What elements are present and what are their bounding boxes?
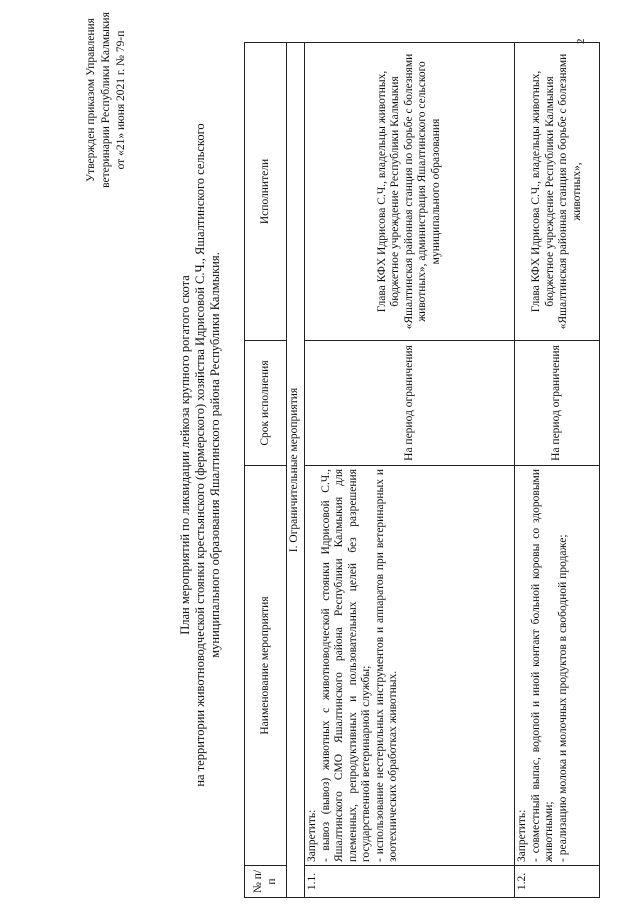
approval-line: ветеринарии Республики Калмыкия: [100, 12, 112, 188]
header-number: № п/п: [245, 866, 287, 898]
row-deadline: На период ограничения: [515, 341, 600, 466]
header-name: Наименование мероприятия: [245, 466, 287, 866]
row-description: [305, 466, 515, 866]
desc-line: Запретить:: [516, 809, 528, 862]
row-deadline: На период ограничения: [305, 341, 515, 466]
title-line: муниципального образования Яшалтинского района Республики Калмыкия.: [208, 252, 222, 658]
row-number: 1.1.: [305, 866, 515, 898]
row-executors: Глава КФХ Идрисова С.Ч., владельцы животных, бюджетное учреждение Республики Калмыкия «Яшалтинская районная станция по борьбе с болезнями животных»,: [515, 43, 600, 341]
title-line: на территории животноводческой стоянки крестьянского (фермерского) хозяйства Идрисовой С.Ч., Яшалтинского сельского: [193, 123, 207, 787]
approval-line: Утвержден приказом Управления: [85, 18, 97, 182]
table-header-row: [245, 43, 287, 898]
header-deadline: Срок исполнения: [245, 341, 287, 466]
measures-table: [244, 42, 600, 898]
desc-line: - совместный выпас, водопой и иной контакт больной коровы со здоровыми животными;: [529, 469, 555, 862]
desc-line: - использование нестерильных инструментов и аппаратов при ветеринарных и зоотехнических обработках животных.: [373, 469, 399, 862]
desc-line: - реализацию молока и молочных продуктов в свободной продаже;: [556, 534, 569, 862]
page-number: 2: [575, 38, 587, 44]
desc-line: Запретить:: [306, 809, 318, 862]
document-title: [178, 45, 223, 865]
row-executors: Глава КФХ Идрисова С.Ч., владельцы животных, бюджетное учреждение Республики Калмыкия «Яшалтинская районная станция по борьбе с болезнями животных», администрация Яшалтинского сельского муниципального образования: [305, 43, 515, 341]
title-line: План мероприятий по ликвидации лейкоза крупного рогатого скота: [178, 275, 192, 635]
row-description: [515, 466, 600, 866]
desc-line: - вывоз (вывоз) животных с животноводческой стоянки Идрисовой С.Ч., Яшалтинского СМО Яшалтинского района Республики Калмыкия для племенных, репродуктивных и пользовательных целей без разрешения государственной ветеринарной службы;: [319, 469, 372, 862]
table-row: [305, 43, 515, 898]
section-row: [287, 43, 305, 898]
row-number: 1.2.: [515, 866, 600, 898]
section-title: I. Ограничительные мероприятия: [287, 43, 305, 898]
approval-stamp: [84, 10, 129, 190]
table-row: [515, 43, 600, 898]
header-executors: Исполнители: [245, 43, 287, 341]
approval-line: от «21» июня 2021 г. № 79-п: [115, 30, 127, 170]
